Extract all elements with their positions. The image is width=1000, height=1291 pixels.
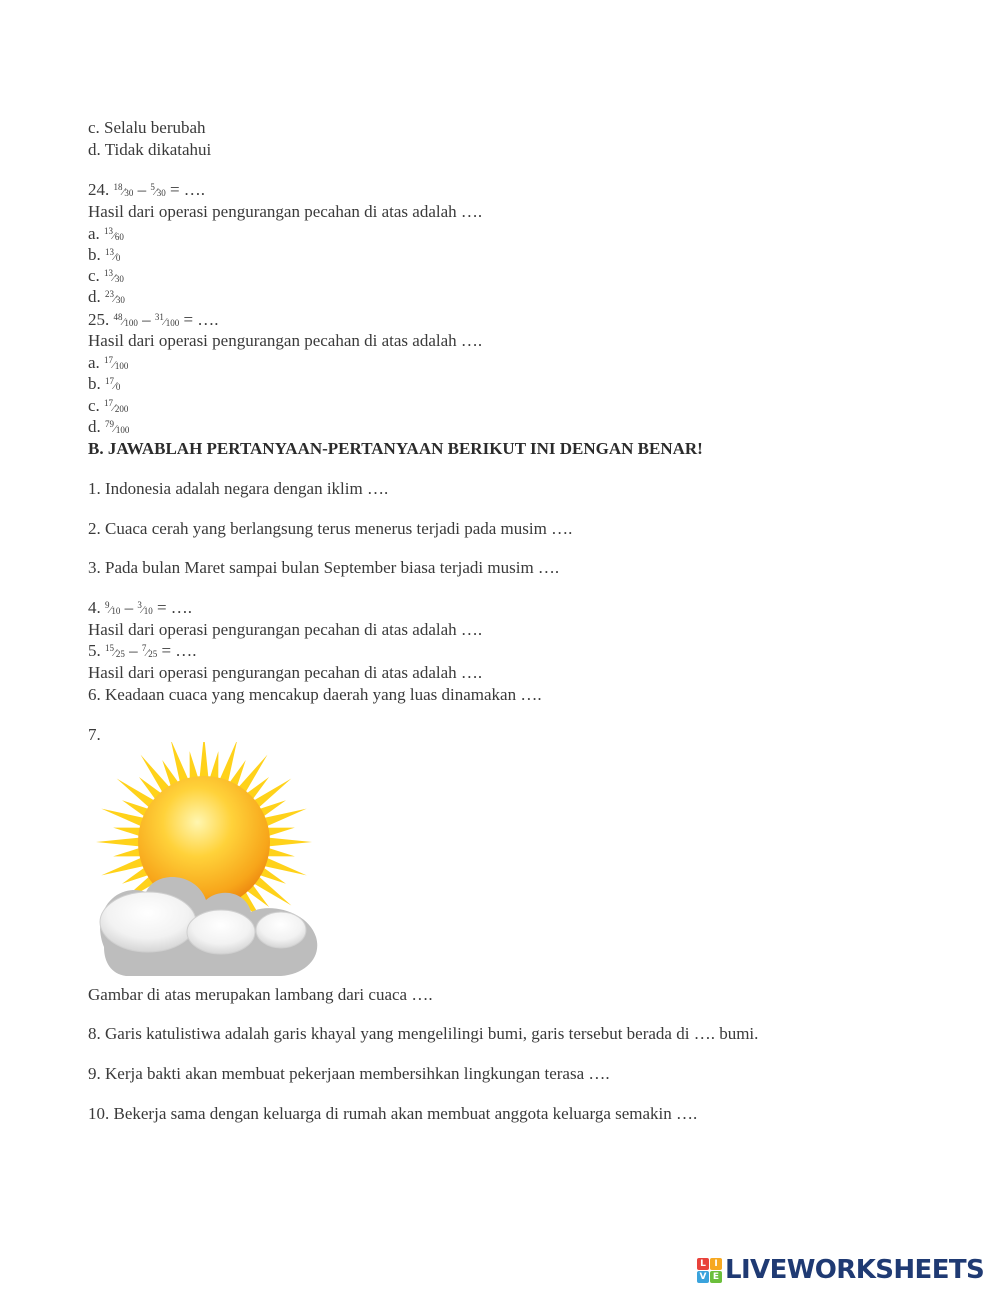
sun-ray [96, 837, 142, 846]
essay-question-5: 5. 15⁄25 – 7⁄25 = …. [88, 641, 197, 660]
essay-question-1: 1. Indonesia adalah negara dengan iklim …. [88, 479, 389, 498]
essay-question-7-caption: Gambar di atas merupakan lambang dari cuaca …. [88, 985, 433, 1004]
logo-block: L [697, 1258, 709, 1270]
q25-option-b: b. 17⁄0 [88, 374, 121, 393]
fraction: 5⁄30 [150, 182, 166, 198]
section-b-heading: B. JAWABLAH PERTANYAAN-PERTANYAAN BERIKUT INI DENGAN BENAR! [88, 439, 703, 458]
logo-block: E [710, 1271, 722, 1283]
essay-question-5-text: Hasil dari operasi pengurangan pecahan di atas adalah …. [88, 663, 483, 682]
essay-question-10: 10. Bekerja sama dengan keluarga di rumah akan membuat anggota keluarga semakin …. [88, 1104, 698, 1123]
essay-question-9: 9. Kerja bakti akan membuat pekerjaan membersihkan lingkungan terasa …. [88, 1064, 610, 1083]
essay-question-2: 2. Cuaca cerah yang berlangsung terus menerus terjadi pada musim …. [88, 519, 573, 538]
option-d: d. Tidak dikatahui [88, 140, 212, 159]
option-c: c. Selalu berubah [88, 118, 206, 137]
q25-option-c: c. 17⁄200 [88, 396, 129, 415]
liveworksheets-logo [697, 1255, 984, 1285]
sun-ray [266, 837, 312, 846]
question-25-text: Hasil dari operasi pengurangan pecahan di atas adalah …. [88, 331, 483, 350]
essay-question-4: 4. 9⁄10 – 3⁄10 = …. [88, 598, 193, 617]
q25-option-d: d. 79⁄100 [88, 417, 130, 436]
fraction: 18⁄30 [113, 182, 134, 198]
q24-option-a: a. 13⁄60 [88, 224, 124, 243]
q24-option-c: c. 13⁄30 [88, 266, 124, 285]
sun-behind-clouds-icon [86, 742, 326, 982]
sun-ray [199, 742, 208, 780]
essay-question-4-text: Hasil dari operasi pengurangan pecahan di atas adalah …. [88, 620, 483, 639]
fraction: 48⁄100 [113, 312, 138, 328]
essay-question-8: 8. Garis katulistiwa adalah garis khayal yang mengelilingi bumi, garis tersebut berada di …. bumi. [88, 1024, 759, 1043]
essay-question-6: 6. Keadaan cuaca yang mencakup daerah yang luas dinamakan …. [88, 685, 542, 704]
fraction: 31⁄100 [154, 312, 180, 328]
logo-block: V [697, 1271, 709, 1283]
question-25: 25. 48⁄100 – 31⁄100 = …. [88, 310, 219, 329]
fraction: 3⁄10 [137, 600, 153, 616]
q25-option-a: a. 17⁄100 [88, 353, 129, 372]
fraction: 15⁄25 [105, 643, 125, 659]
logo-blocks [697, 1258, 722, 1283]
fraction: 9⁄10 [105, 600, 121, 616]
fraction: 7⁄25 [141, 643, 158, 659]
cloud-puff [100, 892, 196, 952]
logo-text: LIVEWORKSHEETS [725, 1255, 985, 1285]
question-24: 24. 18⁄30 – 5⁄30 = …. [88, 180, 206, 199]
q24-option-d: d. 23⁄30 [88, 287, 125, 306]
cloud-puff [256, 912, 306, 948]
essay-question-3: 3. Pada bulan Maret sampai bulan September biasa terjadi musim …. [88, 558, 560, 577]
cloud-puff [187, 910, 255, 954]
logo-block: I [710, 1258, 722, 1270]
q24-option-b: b. 13⁄0 [88, 245, 121, 264]
question-24-text: Hasil dari operasi pengurangan pecahan di atas adalah …. [88, 202, 483, 221]
essay-question-7: 7. [88, 725, 101, 744]
